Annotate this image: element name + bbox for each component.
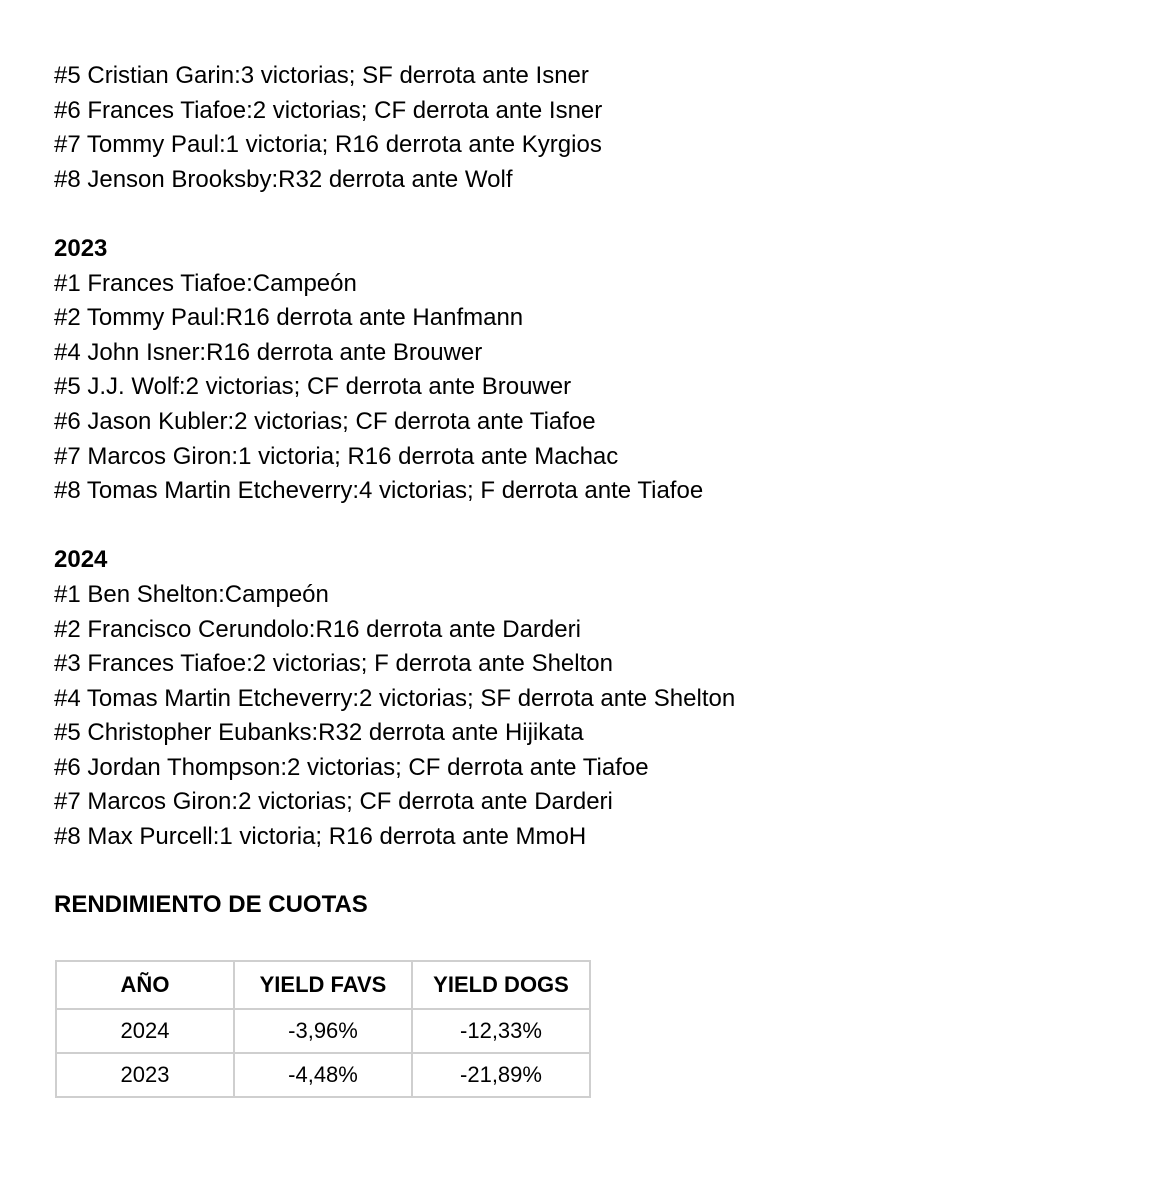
table-row <box>56 1053 590 1097</box>
seed-line: #8 Max Purcell:1 victoria; R16 derrota ante MmoH <box>54 823 587 851</box>
seed-line: #8 Jenson Brooksby:R32 derrota ante Wolf <box>54 165 513 193</box>
seed-line: #7 Tommy Paul:1 victoria; R16 derrota ante Kyrgios <box>54 131 602 159</box>
seed-line: #8 Tomas Martin Etcheverry:4 victorias; F derrota ante Tiafoe <box>54 477 704 505</box>
table-header-row <box>56 961 590 1009</box>
seed-line: #7 Marcos Giron:2 victorias; CF derrota ante Darderi <box>54 788 613 816</box>
table-row <box>56 1009 590 1053</box>
seed-line: #6 Frances Tiafoe:2 victorias; CF derrota ante Isner <box>54 96 603 124</box>
seed-line: #2 Francisco Cerundolo:R16 derrota ante Darderi <box>54 615 581 643</box>
spacer <box>54 509 1114 544</box>
column-header-yield-dogs: YIELD DOGS <box>412 961 590 1009</box>
seed-line: #3 Frances Tiafoe:2 victorias; F derrota ante Shelton <box>54 650 613 678</box>
odds-section-title: RENDIMIENTO DE CUOTAS <box>54 890 368 918</box>
year-heading-2024: 2024 <box>54 546 108 574</box>
cell-year: 2024 <box>56 1009 234 1053</box>
seed-line: #5 J.J. Wolf:2 victorias; CF derrota ante Brouwer <box>54 373 572 401</box>
document-body <box>54 59 1114 922</box>
seed-line: #7 Marcos Giron:1 victoria; R16 derrota ante Machac <box>54 442 619 470</box>
cell-yield-favs: -3,96% <box>234 1009 412 1053</box>
cell-yield-dogs: -21,89% <box>412 1053 590 1097</box>
cell-year: 2023 <box>56 1053 234 1097</box>
seed-line: #4 John Isner:R16 derrota ante Brouwer <box>54 338 483 366</box>
cell-yield-favs: -4,48% <box>234 1053 412 1097</box>
odds-table <box>55 960 591 1098</box>
seed-line: #6 Jason Kubler:2 victorias; CF derrota ante Tiafoe <box>54 407 596 435</box>
cell-yield-dogs: -12,33% <box>412 1009 590 1053</box>
seed-line: #1 Ben Shelton:Campeón <box>54 580 329 608</box>
column-header-yield-favs: YIELD FAVS <box>234 961 412 1009</box>
seed-line: #5 Cristian Garin:3 victorias; SF derrota ante Isner <box>54 62 589 89</box>
seed-line: #2 Tommy Paul:R16 derrota ante Hanfmann <box>54 304 524 332</box>
seed-line: #5 Christopher Eubanks:R32 derrota ante Hijikata <box>54 719 584 747</box>
seed-line: #6 Jordan Thompson:2 victorias; CF derrota ante Tiafoe <box>54 753 649 781</box>
seed-line: #4 Tomas Martin Etcheverry:2 victorias; SF derrota ante Shelton <box>54 684 736 712</box>
seed-line: #1 Frances Tiafoe:Campeón <box>54 269 357 297</box>
column-header-year: AÑO <box>56 961 234 1009</box>
spacer <box>54 197 1114 232</box>
year-heading-2023: 2023 <box>54 234 108 262</box>
